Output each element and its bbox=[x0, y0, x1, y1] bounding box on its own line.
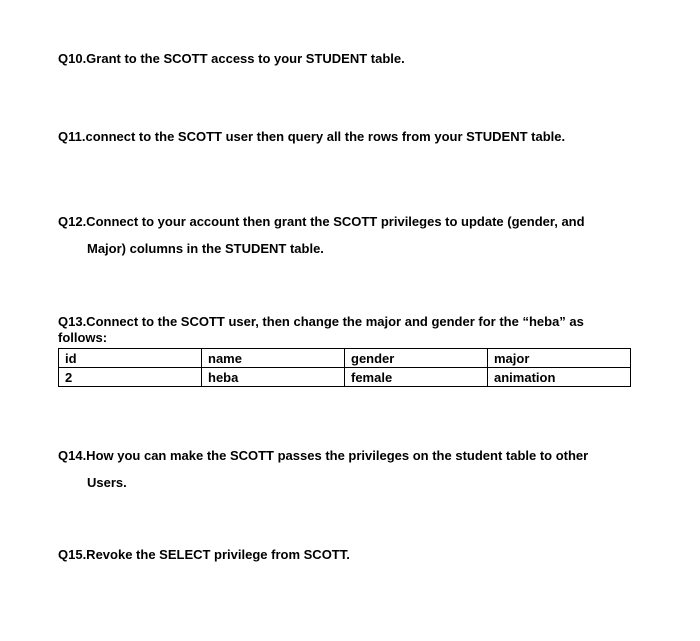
question-11-text: Q11.connect to the SCOTT user then query all the rows from your STUDENT table. bbox=[58, 129, 566, 144]
question-15-text: Q15.Revoke the SELECT privilege from SCOTT. bbox=[58, 547, 350, 562]
table-header-gender: gender bbox=[345, 349, 488, 368]
table-cell-id: 2 bbox=[59, 368, 202, 387]
question-12-text-line2: Major) columns in the STUDENT table. bbox=[87, 241, 324, 256]
question-14-text-line2: Users. bbox=[87, 475, 127, 490]
question-10-text: Q10.Grant to the SCOTT access to your STUDENT table. bbox=[58, 51, 405, 66]
table-header-major: major bbox=[488, 349, 631, 368]
question-13-text-line1: Q13.Connect to the SCOTT user, then change the major and gender for the “heba” as bbox=[58, 314, 584, 329]
question-12 bbox=[58, 208, 585, 262]
question-15 bbox=[58, 547, 350, 563]
table-row bbox=[59, 368, 631, 387]
table-cell-major: animation bbox=[488, 368, 631, 387]
table-header-row bbox=[59, 349, 631, 368]
question-10 bbox=[58, 51, 405, 67]
table-header-name: name bbox=[202, 349, 345, 368]
question-11 bbox=[58, 129, 565, 145]
question-12-text-line1: Q12.Connect to your account then grant the SCOTT privileges to update (gender, and bbox=[58, 214, 585, 229]
table-cell-name: heba bbox=[202, 368, 345, 387]
table-header-id: id bbox=[59, 349, 202, 368]
question-13-text-line2: follows: bbox=[58, 330, 108, 345]
table-cell-gender: female bbox=[345, 368, 488, 387]
question-14 bbox=[58, 442, 588, 496]
question-13 bbox=[58, 314, 584, 346]
question-14-text-line1: Q14.How you can make the SCOTT passes the privileges on the student table to other bbox=[58, 448, 589, 463]
student-update-table bbox=[58, 348, 631, 387]
